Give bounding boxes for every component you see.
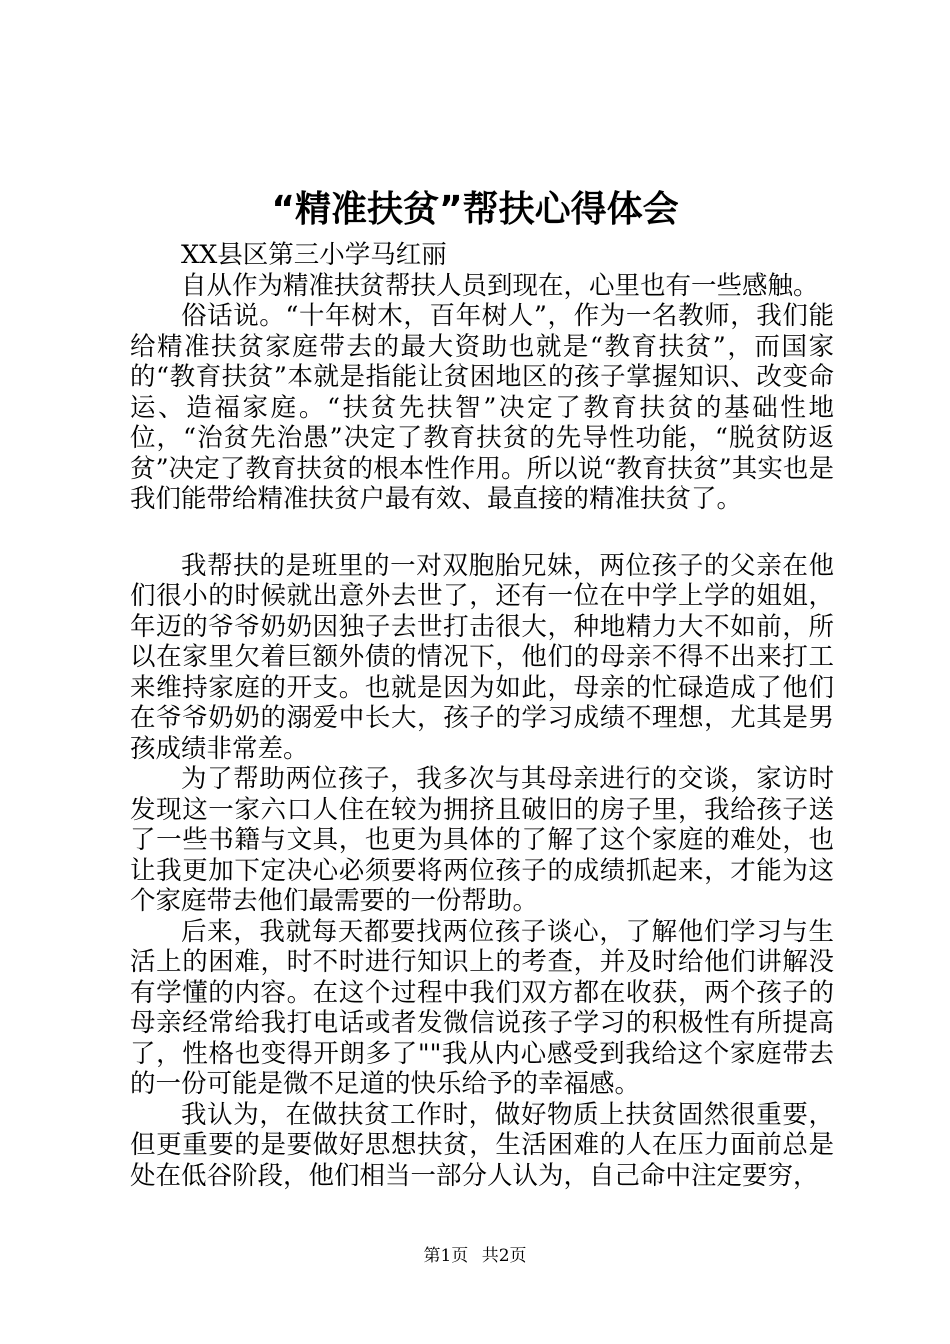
- paragraph-family: 我帮扶的是班里的一对双胞胎兄妹，两位孩子的父亲在他们很小的时候就出意外去世了，还有一位在中学上学的姐姐，年迈的爷爷奶奶因独子去世打击很大，种地精力大不如前，所以在家里欠着巨额外债的情况下，他们的母亲不得不出来打工来维持家庭的开支。也就是因为如此，母亲的忙碌造成了他们在爷爷奶奶的溺爱中长大，孩子的学习成绩不理想，尤其是男孩成绩非常差。: [130, 550, 834, 764]
- paragraph-intro: 自从作为精准扶贫帮扶人员到现在，心里也有一些感触。: [181, 270, 819, 301]
- paragraph-education: 俗话说。“十年树木，百年树人”，作为一名教师，我们能给精准扶贫家庭带去的最大资助也就是“教育扶贫”，而国家的“教育扶贫”本就是指能让贫困地区的孩子掌握知识、改变命运、造福家庭。“扶贫先扶智”决定了教育扶贫的基础性地位，“治贫先治愚”决定了教育扶贫的先导性功能，“脱贫防返贫”决定了教育扶贫的根本性作用。所以说“教育扶贫”其实也是我们能带给精准扶贫户最有效、最直接的精准扶贫了。: [130, 301, 834, 514]
- page-footer: [0, 1244, 950, 1268]
- paragraph-visit: 为了帮助两位孩子，我多次与其母亲进行的交谈，家访时发现这一家六口人住在较为拥挤且破旧的房子里，我给孩子送了一些书籍与文具，也更为具体的了解了这个家庭的难处，也让我更加下定决心必须要将两位孩子的成绩抓起来，才能为这个家庭带去他们最需要的一份帮助。: [130, 764, 834, 916]
- page-number-total: 共2页: [481, 1246, 527, 1266]
- page-number-current: 第1页: [423, 1246, 469, 1266]
- document-body: [130, 240, 834, 1191]
- paragraph-thinking: 我认为，在做扶贫工作时，做好物质上扶贫固然很重要，但更重要的是要做好思想扶贫，生活困难的人在压力面前总是处在低谷阶段，他们相当一部分人认为，自己命中注定要穷，: [130, 1099, 834, 1191]
- paragraph-tutoring: 后来，我就每天都要找两位孩子谈心，了解他们学习与生活上的困难，时不时进行知识上的考查，并及时给他们讲解没有学懂的内容。在这个过程中我们双方都在收获，两个孩子的母亲经常给我打电话或者发微信说孩子学习的积极性有所提高了，性格也变得开朗多了""我从内心感受到我给这个家庭带去的一份可能是微不足道的快乐给予的幸福感。: [130, 916, 834, 1099]
- author-line: XX县区第三小学马红丽: [181, 240, 447, 270]
- paragraph-gap: [130, 515, 834, 551]
- document-title: “精准扶贫”帮扶心得体会: [271, 189, 679, 230]
